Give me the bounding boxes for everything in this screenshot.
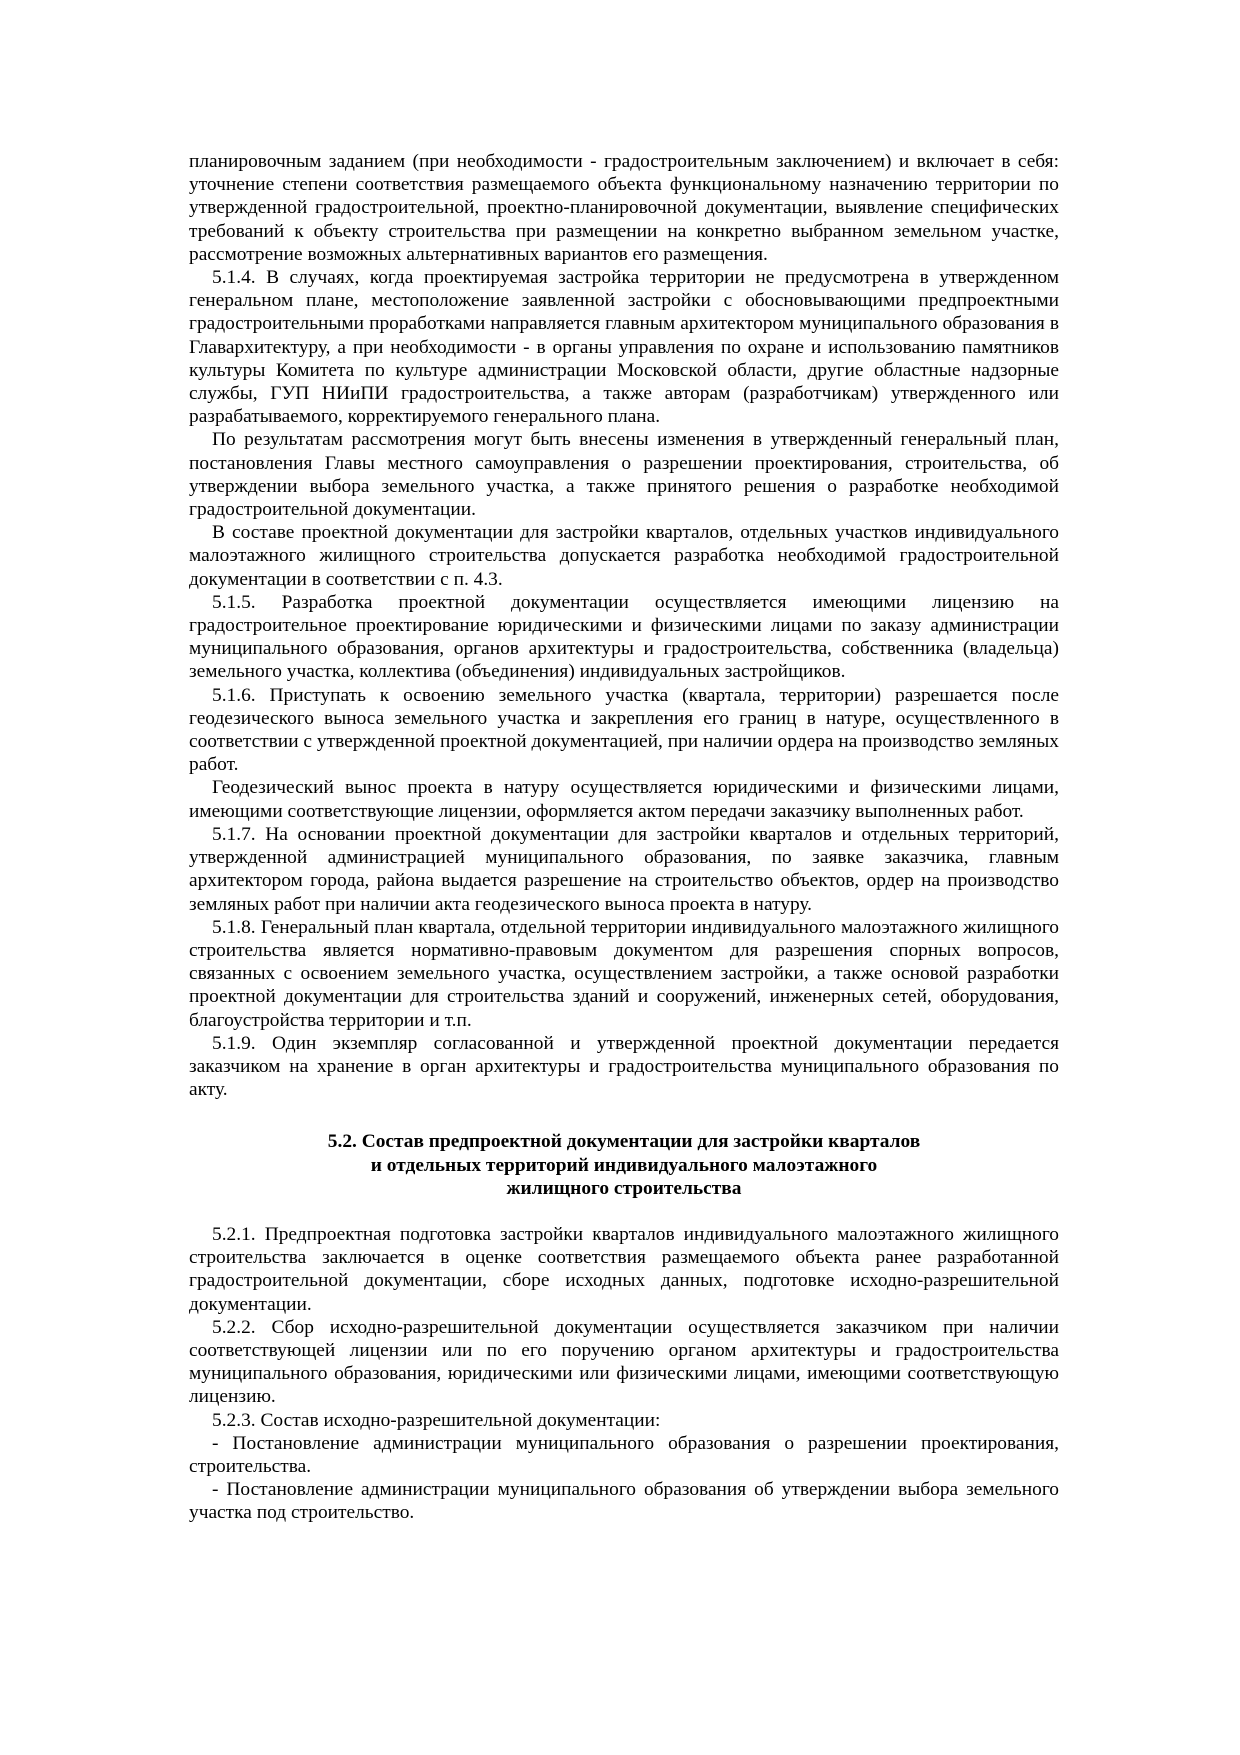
paragraph-5-1-6: 5.1.6. Приступать к освоению земельного участка (квартала, территории) разрешается после геодезического выноса земельного участка и закрепления его границ в натуре, осуществленного в соответствии с утвержденной проектной документацией, при наличии ордера на производство земляных работ.	[189, 684, 1059, 776]
paragraph-5-1-9: 5.1.9. Один экземпляр согласованной и утвержденной проектной документации передается заказчиком на хранение в орган архитектуры и градостроительства муниципального образования по акту.	[189, 1032, 1059, 1101]
document-page	[189, 150, 1059, 1525]
paragraph-5-1-4: 5.1.4. В случаях, когда проектируемая застройка территории не предусмотрена в утвержденном генеральном плане, местоположение заявленной застройки с обосновывающими предпроектными градостроительными проработками направляется главным архитектором муниципального образования в Главархитектуру, а при необходимости - в органы управления по охране и использованию памятников культуры Комитета по культуре администрации Московской области, другие областные надзорные службы, ГУП НИиПИ градостроительства, а также авторам (разработчикам) утвержденного или разрабатываемого, корректируемого генерального плана.	[189, 267, 1059, 428]
list-item-design-permit: - Постановление администрации муниципального образования о разрешении проектирования, строительства.	[189, 1432, 1059, 1477]
paragraph-review-results: По результатам рассмотрения могут быть внесены изменения в утвержденный генеральный план, постановления Главы местного самоуправления о разрешении проектирования, строительства, об утверждении выбора земельного участка, а также принятого решения о разработке необходимой градостроительной документации.	[189, 429, 1059, 521]
paragraph-geodetic-survey: Геодезический вынос проекта в натуру осуществляется юридическими и физическими лицами, имеющими соответствующие лицензии, оформляется актом передачи заказчику выполненных работ.	[189, 777, 1059, 822]
paragraph-5-1-7: 5.1.7. На основании проектной документации для застройки кварталов и отдельных территорий, утвержденной администрацией муниципального образования, по заявке заказчика, главным архитектором города, района выдается разрешение на строительство объектов, ордер на производство земляных работ при наличии акта геодезического выноса проекта в натуру.	[189, 823, 1059, 915]
paragraph-5-2-2: 5.2.2. Сбор исходно-разрешительной документации осуществляется заказчиком при наличии соответствующей лицензии или по его поручению органом архитектуры и градостроительства муниципального образования, юридическими или физическими лицами, имеющими соответствующую лицензию.	[189, 1316, 1059, 1408]
paragraph-project-composition: В составе проектной документации для застройки кварталов, отдельных участков индивидуального малоэтажного жилищного строительства допускается разработка необходимой градостроительной документации в соответствии с п. 4.3.	[189, 522, 1059, 590]
paragraph-continuation: планировочным заданием (при необходимости - градостроительным заключением) и включает в себя: уточнение степени соответствия размещаемого объекта функциональному назначению территории по утвержденной градостроительной, проектно-планировочной документации, выявление специфических требований к объекту строительства при размещении на конкретно выбранном земельном участке, рассмотрение возможных альтернативных вариантов его размещения.	[189, 151, 1059, 265]
section-heading-line-2: и отдельных территорий индивидуального малоэтажного	[370, 1154, 878, 1176]
paragraph-5-2-1: 5.2.1. Предпроектная подготовка застройки кварталов индивидуального малоэтажного жилищного строительства заключается в оценке соответствия размещаемого объекта ранее разработанной градостроительной документации, сборе исходных данных, подготовке исходно-разрешительной документации.	[189, 1223, 1059, 1315]
paragraph-5-1-5: 5.1.5. Разработка проектной документации осуществляется имеющими лицензию на градостроительное проектирование юридическими и физическими лицами по заказу администрации муниципального образования, органов архитектуры и градостроительства, собственника (владельца) земельного участка, коллектива (объединения) индивидуальных застройщиков.	[189, 591, 1059, 683]
paragraph-5-2-3: 5.2.3. Состав исходно-разрешительной документации:	[212, 1409, 661, 1431]
list-item-land-plot-approval: - Постановление администрации муниципального образования об утверждении выбора земельного участка под строительство.	[189, 1479, 1059, 1524]
paragraph-5-1-8: 5.1.8. Генеральный план квартала, отдельной территории индивидуального малоэтажного жилищного строительства является нормативно-правовым документом для разрешения спорных вопросов, связанных с освоением земельного участка, осуществлением застройки, а также основой разработки проектной документации для строительства зданий и сооружений, инженерных сетей, оборудования, благоустройства территории и т.п.	[189, 916, 1059, 1031]
section-heading-line-3: жилищного строительства	[506, 1177, 742, 1199]
section-heading-line-1: 5.2. Состав предпроектной документации для застройки кварталов	[327, 1131, 921, 1153]
section-heading-5-2	[189, 1130, 1059, 1200]
